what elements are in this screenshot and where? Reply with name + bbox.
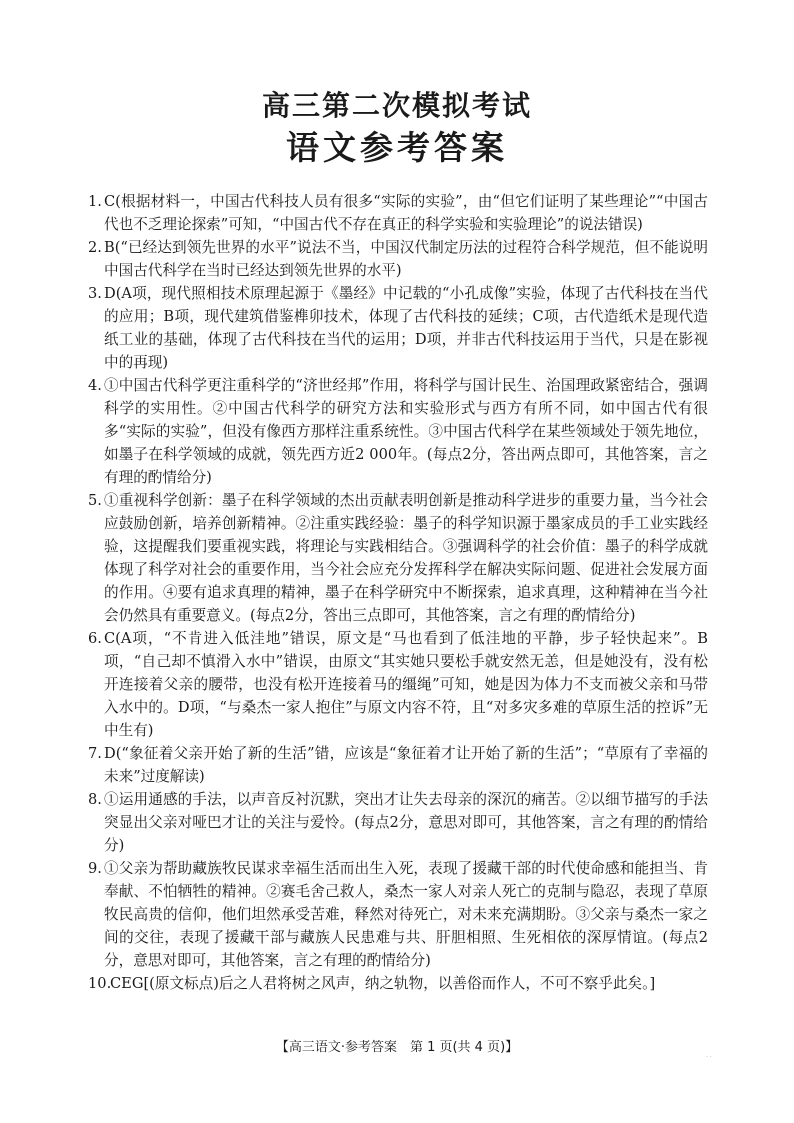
answer-number: 2.	[88, 239, 102, 256]
scan-mark: · ·	[706, 1054, 712, 1061]
answer-text: ①中国古代科学更注重科学的“济世经邦”作用，将科学与国计民生、治国理政紧密结合，强调科学的实用性。②中国古代科学的研究方法和实验形式与西方有所不同，如中国古代有很多“实际的实验”，但没有像西方那样注重系统性。③中国古代科学在某些领域处于领先地位，如墨子在科学领域的成就，领先西方近2 000年。(每点2分，答出两点即可，其他答案，言之有理的酌情给分)	[104, 377, 708, 486]
answer-item-10	[88, 972, 708, 995]
answer-number: 3.	[88, 285, 102, 302]
answer-text: B(“已经达到领先世界的水平”说法不当，中国汉代制定历法的过程符合科学规范，但不能说明中国古代科学在当时已经达到领先世界的水平)	[104, 239, 708, 279]
answer-item-1	[88, 190, 708, 236]
answer-item-5	[88, 489, 708, 627]
answer-list	[88, 190, 708, 995]
answer-number: 6.	[88, 630, 102, 647]
answer-number: 5.	[88, 492, 102, 509]
answer-key-title: 语文参考答案	[286, 128, 508, 167]
answer-text: D(“象征着父亲开始了新的生活”错，应该是“象征着才让开始了新的生活”；“草原有了幸福的未来”过度解读)	[104, 745, 708, 785]
answer-text: CEG[(原文标点)后之人君将树之风声，纳之轨物，以善俗而作人，不可不察乎此矣。]	[110, 975, 656, 992]
answer-number: 7.	[88, 745, 102, 762]
answer-item-9	[88, 857, 708, 972]
answer-item-3	[88, 282, 708, 374]
answer-item-4	[88, 374, 708, 489]
answer-number: 1.	[88, 193, 102, 210]
answer-item-2	[88, 236, 708, 282]
answer-number: 4.	[88, 377, 102, 394]
answer-text: C(A项，“不肯进入低洼地”错误，原文是“马也看到了低洼地的平静，步子轻快起来”。B项，“自己却不慎滑入水中”错误，由原文“其实她只要松手就安然无恙，但是她没有，没有松开连接着父亲的腰带，也没有松开连接着马的缰绳”可知，她是因为体力不支而被父亲和马带入水中的。D项，“与桑杰一家人抱住”与原文内容不符，且“对多灾多难的草原生活的控诉”无中生有)	[104, 630, 708, 739]
answer-text: C(根据材料一，中国古代科技人员有很多“实际的实验”，由“但它们证明了某些理论”“中国古代也不乏理论探索”可知，“中国古代不存在真正的科学实验和实验理论”的说法错误)	[104, 193, 708, 233]
answer-number: 8.	[88, 791, 102, 808]
answer-number: 10.	[88, 975, 112, 992]
answer-item-8	[88, 788, 708, 857]
answer-text: ①父亲为帮助藏族牧民谋求幸福生活而出生入死，表现了援藏干部的时代使命感和能担当、肯奉献、不怕牺牲的精神。②赛毛舍己救人，桑杰一家人对亲人死亡的克制与隐忍，表现了草原牧民高贵的信仰，他们坦然承受苦难，释然对待死亡，对未来充满期盼。③父亲与桑杰一家之间的交往，表现了援藏干部与藏族人民患难与共、肝胆相照、生死相依的深厚情谊。(每点2分，意思对即可，其他答案，言之有理的酌情给分)	[104, 860, 708, 969]
answer-item-7	[88, 742, 708, 788]
answer-item-6	[88, 627, 708, 742]
exam-title: 高三第二次模拟考试	[261, 89, 532, 122]
answer-number: 9.	[88, 860, 102, 877]
page-footer: 【高三语文·参考答案 第 1 页(共 4 页)】	[275, 1040, 519, 1055]
answer-text: ①运用通感的手法，以声音反衬沉默，突出才让失去母亲的深沉的痛苦。②以细节描写的手法突显出父亲对哑巴才让的关注与爱怜。(每点2分，意思对即可，其他答案，言之有理的酌情给分)	[104, 791, 708, 854]
answer-text: D(A项，现代照相技术原理起源于《墨经》中记载的“小孔成像”实验，体现了古代科技在当代的应用；B项，现代建筑借鉴榫卯技术，体现了古代科技的延续；C项，古代造纸术是现代造纸工业的基础，体现了古代科技在当代的运用；D项，并非古代科技运用于当代，只是在影视中的再现)	[104, 285, 708, 371]
answer-text: ①重视科学创新：墨子在科学领域的杰出贡献表明创新是推动科学进步的重要力量，当今社会应鼓励创新，培养创新精神。②注重实践经验：墨子的科学知识源于墨家成员的手工业实践经验，这提醒我们要重视实践，将理论与实践相结合。③强调科学的社会价值：墨子的科学成就体现了科学对社会的重要作用，当今社会应充分发挥科学在解决实际问题、促进社会发展方面的作用。④要有追求真理的精神，墨子在科学研究中不断探索，追求真理，这种精神在当今社会仍然具有重要意义。(每点2分，答出三点即可，其他答案，言之有理的酌情给分)	[104, 492, 708, 624]
